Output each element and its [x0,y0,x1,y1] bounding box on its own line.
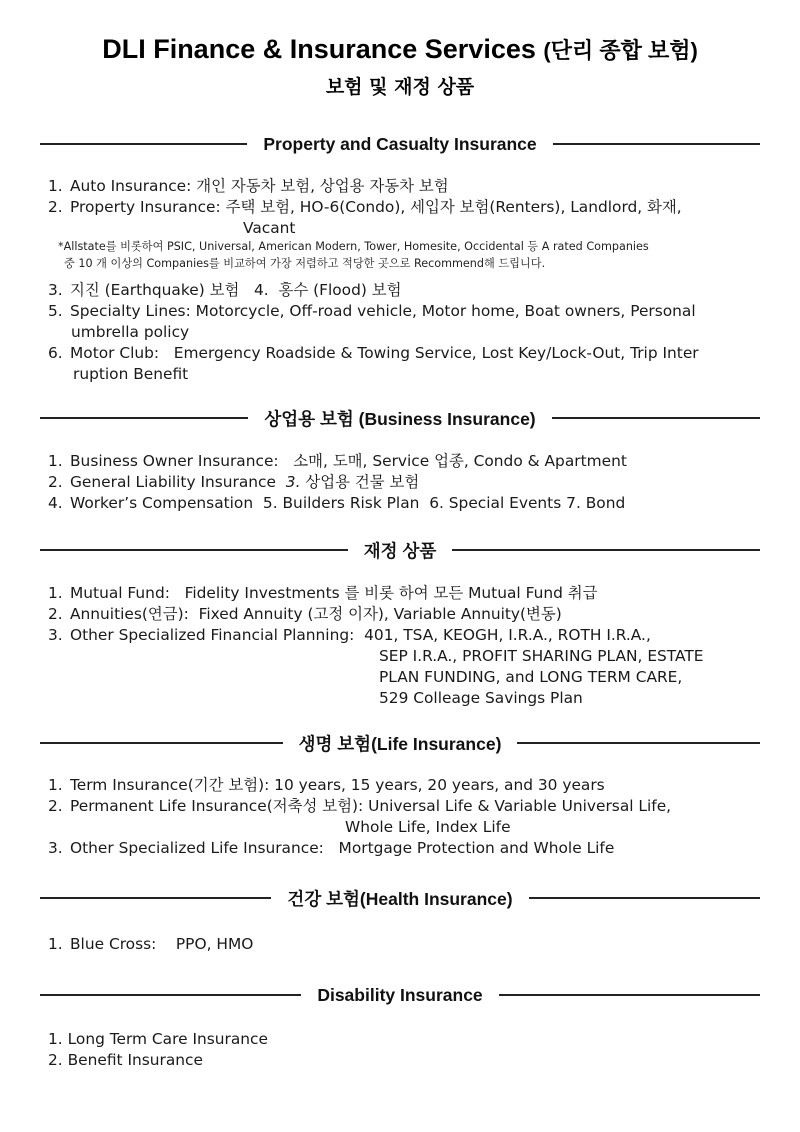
divider-right [499,994,760,996]
list-item-other-life: 3. Other Specialized Life Insurance: Mortgage Protection and Whole Life [48,839,615,857]
list-item-auto: 1. Auto Insurance: 개인 자동차 보험, 상업용 자동차 보험 [48,177,449,195]
list-item-general-liability: 2. General Liability Insurance 3. 상업용 건물 보험 [48,473,420,491]
list-item-earthquake-flood: 3. 지진 (Earthquake) 보험 4. 홍수 (Flood) 보험 [48,281,402,299]
section-header-disability [40,983,760,1007]
list-item-mutual-fund: 1. Mutual Fund: Fidelity Investments 를 비롯 하여 모든 Mutual Fund 취급 [48,584,598,602]
list-item-business-owner: 1. Business Owner Insurance: 소매, 도매, Service 업종, Condo & Apartment [48,452,627,470]
list-item-permanent: 2. Permanent Life Insurance(저축성 보험): Universal Life & Variable Universal Life, [48,797,672,815]
divider-right [552,417,760,419]
title-main: DLI Finance & Insurance Services [102,34,536,64]
divider-left [40,417,248,419]
list-item-financial-planning: 3. Other Specialized Financial Planning: 401, TSA, KEOGH, I.R.A., ROTH I.R.A., [48,626,651,644]
carrier-note-line2: 중 10 개 이상의 Companies를 비교하여 가장 저렴하고 적당한 곳으로 Recommend해 드립니다. [64,257,546,270]
page-title [0,34,800,65]
section-title-life: 생명 보험(Life Insurance) [298,733,502,754]
list-item-annuities: 2. Annuities(연금): Fixed Annuity (고정 이자), Variable Annuity(변동) [48,605,562,623]
divider-left [40,994,301,996]
list-item-permanent-cont: Whole Life, Index Life [345,818,511,836]
section-title-health: 건강 보험(Health Insurance) [287,888,513,909]
divider-right [553,143,760,145]
divider-left [40,549,348,551]
list-item-long-term-care: 1. Long Term Care Insurance [48,1030,268,1048]
title-korean: (단리 종합 보험) [543,38,698,63]
list-item-financial-planning-cont: 529 Colleage Savings Plan [379,689,583,707]
list-item-financial-planning-cont: SEP I.R.A., PROFIT SHARING PLAN, ESTATE [379,647,704,665]
list-item-property-cont: Vacant [243,219,296,237]
section-header-business [40,406,760,430]
list-item-specialty-cont: umbrella policy [71,323,190,341]
divider-left [40,742,283,744]
list-item-motor-club-cont: ruption Benefit [73,365,189,383]
divider-right [517,742,760,744]
list-item-property: 2. Property Insurance: 주택 보험, HO-6(Condo), 세입자 보험(Renters), Landlord, 화재, [48,198,682,216]
carrier-note-line1: *Allstate를 비롯하여 PSIC, Universal, American Modern, Tower, Homesite, Occidental 등 A rated Companies [58,240,649,253]
divider-right [452,549,760,551]
list-item-motor-club: 6. Motor Club: Emergency Roadside & Towing Service, Lost Key/Lock-Out, Trip Inter [48,344,699,362]
section-header-property [40,132,760,156]
section-header-financial [40,538,760,562]
section-title-business: 상업용 보험 (Business Insurance) [264,408,536,429]
section-title-financial: 재정 상품 [363,540,437,561]
list-item-financial-planning-cont: PLAN FUNDING, and LONG TERM CARE, [379,668,683,686]
section-title-property: Property and Casualty Insurance [263,133,537,154]
page-subtitle: 보험 및 재정 상품 [325,76,475,98]
list-item-benefit: 2. Benefit Insurance [48,1051,203,1069]
divider-left [40,143,247,145]
section-header-life [40,731,760,755]
list-item-specialty: 5. Specialty Lines: Motorcycle, Off-road vehicle, Motor home, Boat owners, Personal [48,302,696,320]
section-header-health [40,886,760,910]
section-title-disability: Disability Insurance [317,984,483,1005]
list-item-workers-comp: 4. Worker’s Compensation 5. Builders Risk Plan 6. Special Events 7. Bond [48,494,626,512]
list-item-term: 1. Term Insurance(기간 보험): 10 years, 15 years, 20 years, and 30 years [48,776,605,794]
divider-right [529,897,760,899]
divider-left [40,897,271,899]
list-item-blue-cross: 1. Blue Cross: PPO, HMO [48,935,254,953]
